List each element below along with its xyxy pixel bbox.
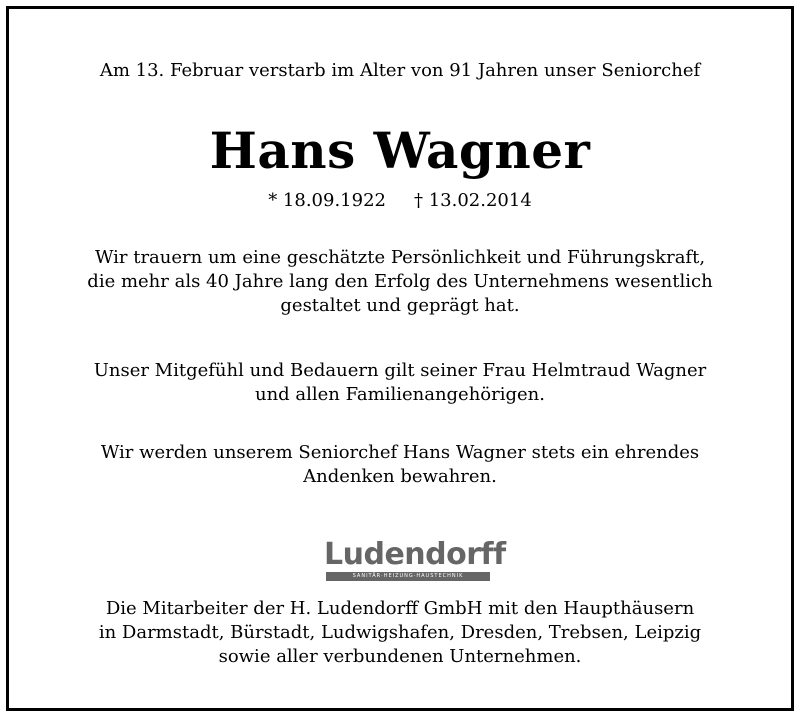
paragraph-line: gestaltet und geprägt hat. (280, 295, 520, 316)
paragraph-line: die mehr als 40 Jahre lang den Erfolg des Unternehmens wesentlich (87, 271, 713, 292)
intro-line: Am 13. Februar verstarb im Alter von 91 Jahren unser Seniorchef (99, 60, 701, 81)
tribute-paragraph (9, 246, 791, 318)
paragraph-line: Die Mitarbeiter der H. Ludendorff GmbH mit den Haupthäusern (105, 598, 695, 619)
paragraph-line: Wir werden unserem Seniorchef Hans Wagner stets ein ehrendes (100, 442, 700, 463)
life-dates (9, 189, 791, 213)
logo-tagline: SANITÄR·HEIZUNG·HAUSTECHNIK (326, 572, 490, 581)
paragraph-line: in Darmstadt, Bürstadt, Ludwigshafen, Dresden, Trebsen, Leipzig (98, 622, 702, 643)
obituary-frame (6, 6, 794, 711)
paragraph-line: sowie aller verbundenen Unternehmen. (218, 646, 582, 667)
birth-date: * 18.09.1922 (268, 190, 386, 211)
remembrance-paragraph (9, 441, 791, 489)
paragraph-line: Wir trauern um eine geschätzte Persönlichkeit und Führungskraft, (94, 247, 706, 268)
paragraph-line: Andenken bewahren. (303, 466, 497, 487)
paragraph-line: Unser Mitgefühl und Bedauern gilt seiner Frau Helmtraud Wagner (93, 360, 707, 381)
condolence-paragraph (9, 359, 791, 407)
death-date: † 13.02.2014 (414, 190, 532, 211)
paragraph-line: und allen Familienangehörigen. (254, 384, 545, 405)
deceased-name: Hans Wagner (209, 121, 591, 180)
logo-wordmark: Ludendorff (324, 537, 506, 572)
company-logo (324, 537, 506, 583)
signature-paragraph (9, 597, 791, 669)
